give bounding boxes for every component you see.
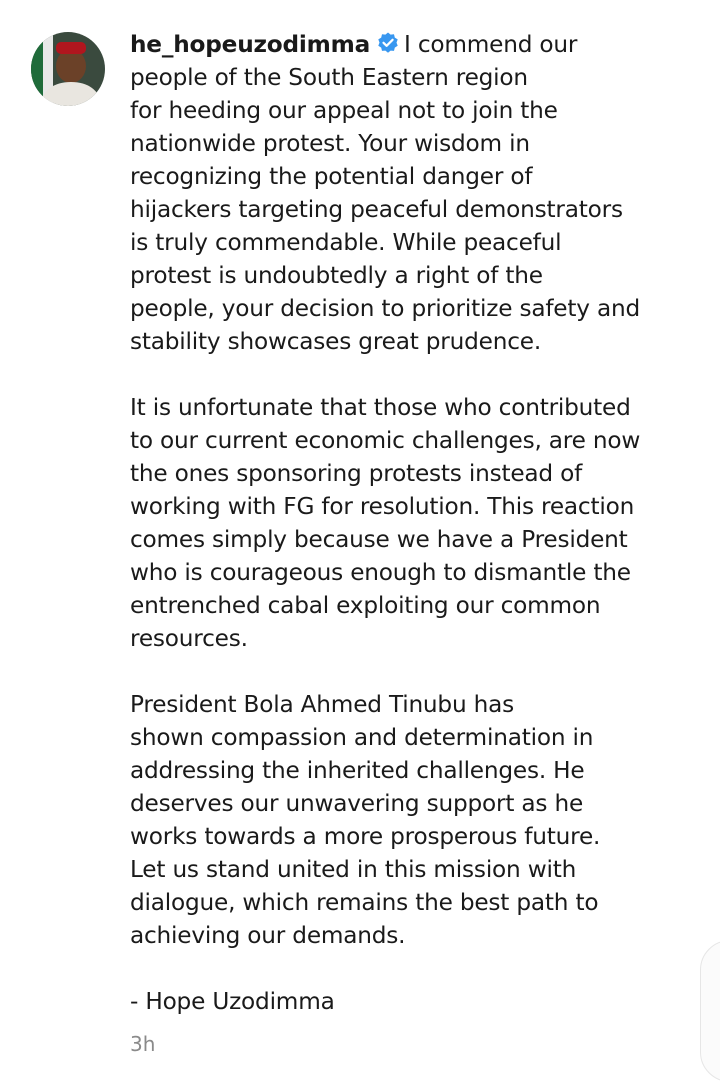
- verified-badge-icon: [376, 31, 400, 55]
- caption-opening: I commend our: [404, 31, 578, 58]
- post-timestamp[interactable]: 3h: [130, 1032, 156, 1056]
- post-caption: [130, 28, 710, 1018]
- scroll-edge: [700, 940, 720, 1082]
- avatar[interactable]: [31, 32, 105, 106]
- username-link[interactable]: he_hopeuzodimma: [130, 31, 371, 58]
- caption-body: people of the South Eastern region for heeding our appeal not to join the nationwide protest. Your wisdom in recognizing the potential danger of hijackers targeting peaceful demonstrators is truly commendable. While peaceful protest is undoubtedly a right of the people, your decision to prioritize safety and stability showcases great prudence. It is unfortunate that those who contributed to our current economic challenges, are now the ones sponsoring protests instead of working with FG for resolution. This reaction comes simply because we have a President who is courageous enough to dismantle the entrenched cabal exploiting our common resources. President Bola Ahmed Tinubu has shown compassion and determination in addressing the inherited challenges. He deserves our unwavering support as he works towards a more prosperous future. Let us stand united in this mission with dialogue, which remains the best path to achieving our demands. - Hope Uzodimma: [130, 64, 641, 1015]
